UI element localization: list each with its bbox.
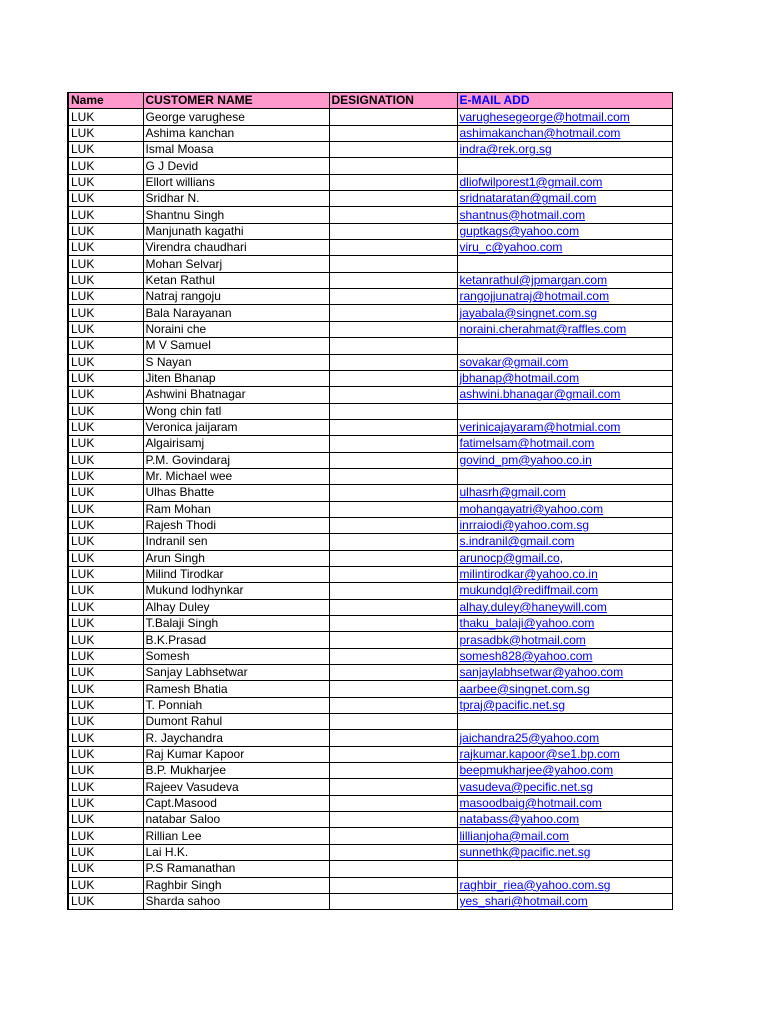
- cell-customer-name[interactable]: P.M. Govindaraj: [143, 452, 329, 468]
- cell-customer-name[interactable]: Raj Kumar Kapoor: [143, 746, 329, 762]
- cell-email[interactable]: rajkumar.kapoor@se1.bp.com: [457, 746, 672, 762]
- cell-designation[interactable]: [329, 305, 457, 321]
- table-row: [68, 795, 672, 811]
- cell-name[interactable]: LUK: [68, 403, 143, 419]
- cell-designation[interactable]: [329, 616, 457, 632]
- cell-customer-name[interactable]: Mohan Selvarj: [143, 256, 329, 272]
- table-row: [68, 517, 672, 533]
- cell-email[interactable]: thaku_balaji@yahoo.com: [457, 616, 672, 632]
- table-row: [68, 779, 672, 795]
- cell-designation[interactable]: [329, 779, 457, 795]
- cell-name[interactable]: LUK: [68, 191, 143, 207]
- cell-customer-name[interactable]: Algairisamj: [143, 436, 329, 452]
- cell-email[interactable]: somesh828@yahoo.com: [457, 648, 672, 664]
- cell-email[interactable]: alhay.duley@haneywill.com: [457, 599, 672, 615]
- cell-email[interactable]: tpraj@pacific.net.sg: [457, 697, 672, 713]
- cell-customer-name[interactable]: Mr. Michael wee: [143, 468, 329, 484]
- cell-designation[interactable]: [329, 534, 457, 550]
- table-row: [68, 142, 672, 158]
- table-row: [68, 158, 672, 174]
- table-row: [68, 370, 672, 386]
- cell-customer-name[interactable]: Shantnu Singh: [143, 207, 329, 223]
- cell-customer-name[interactable]: Bala Narayanan: [143, 305, 329, 321]
- table-row: [68, 534, 672, 550]
- cell-email[interactable]: guptkags@yahoo.com: [457, 223, 672, 239]
- cell-name[interactable]: LUK: [68, 289, 143, 305]
- cell-designation[interactable]: [329, 795, 457, 811]
- cell-email[interactable]: sridnataratan@gmail.com: [457, 191, 672, 207]
- cell-customer-name[interactable]: Ulhas Bhatte: [143, 485, 329, 501]
- cell-email[interactable]: milintirodkar@yahoo.co.in: [457, 566, 672, 582]
- cell-customer-name[interactable]: Indranil sen: [143, 534, 329, 550]
- cell-customer-name[interactable]: Virendra chaudhari: [143, 240, 329, 256]
- cell-designation[interactable]: [329, 387, 457, 403]
- cell-email[interactable]: raghbir_riea@yahoo.com.sg: [457, 877, 672, 893]
- table-row: [68, 893, 672, 909]
- cell-designation[interactable]: [329, 485, 457, 501]
- table-row: [68, 419, 672, 435]
- table-row: [68, 272, 672, 288]
- cell-designation[interactable]: [329, 730, 457, 746]
- cell-designation[interactable]: [329, 468, 457, 484]
- cell-designation[interactable]: [329, 452, 457, 468]
- cell-customer-name[interactable]: Milind Tirodkar: [143, 566, 329, 582]
- cell-name[interactable]: LUK: [68, 517, 143, 533]
- cell-customer-name[interactable]: Rillian Lee: [143, 828, 329, 844]
- cell-customer-name[interactable]: Rajesh Thodi: [143, 517, 329, 533]
- table-row: [68, 125, 672, 141]
- cell-designation[interactable]: [329, 207, 457, 223]
- cell-name[interactable]: LUK: [68, 877, 143, 893]
- cell-designation[interactable]: [329, 272, 457, 288]
- table-row: [68, 256, 672, 272]
- cell-designation[interactable]: [329, 191, 457, 207]
- cell-customer-name[interactable]: B.P. Mukharjee: [143, 763, 329, 779]
- cell-name[interactable]: LUK: [68, 599, 143, 615]
- cell-email[interactable]: s.indranil@gmail.com: [457, 534, 672, 550]
- cell-designation[interactable]: [329, 583, 457, 599]
- cell-email[interactable]: lillianjoha@mail.com: [457, 828, 672, 844]
- cell-email[interactable]: yes_shari@hotmail.com: [457, 893, 672, 909]
- cell-designation[interactable]: [329, 665, 457, 681]
- cell-email[interactable]: jbhanap@hotmail.com: [457, 370, 672, 386]
- header-customer-name[interactable]: CUSTOMER NAME: [143, 93, 329, 109]
- table-row: [68, 452, 672, 468]
- cell-name[interactable]: LUK: [68, 681, 143, 697]
- cell-designation[interactable]: [329, 844, 457, 860]
- cell-name[interactable]: LUK: [68, 697, 143, 713]
- cell-designation[interactable]: [329, 828, 457, 844]
- table-row: [68, 730, 672, 746]
- cell-email[interactable]: varughesegeorge@hotmail.com: [457, 109, 672, 125]
- cell-designation[interactable]: [329, 893, 457, 909]
- cell-customer-name[interactable]: Alhay Duley: [143, 599, 329, 615]
- cell-designation[interactable]: [329, 681, 457, 697]
- cell-customer-name[interactable]: R. Jaychandra: [143, 730, 329, 746]
- cell-name[interactable]: LUK: [68, 321, 143, 337]
- cell-email[interactable]: [457, 256, 672, 272]
- cell-designation[interactable]: [329, 354, 457, 370]
- cell-customer-name[interactable]: T. Ponniah: [143, 697, 329, 713]
- cell-email[interactable]: natabass@yahoo.com: [457, 812, 672, 828]
- cell-designation[interactable]: [329, 517, 457, 533]
- cell-name[interactable]: LUK: [68, 828, 143, 844]
- cell-designation[interactable]: [329, 697, 457, 713]
- table-row: [68, 191, 672, 207]
- cell-designation[interactable]: [329, 746, 457, 762]
- cell-name[interactable]: LUK: [68, 861, 143, 877]
- cell-name[interactable]: LUK: [68, 240, 143, 256]
- cell-email[interactable]: verinicajayaram@hotmial.com: [457, 419, 672, 435]
- cell-designation[interactable]: [329, 174, 457, 190]
- cell-name[interactable]: LUK: [68, 714, 143, 730]
- table-row: [68, 305, 672, 321]
- cell-designation[interactable]: [329, 436, 457, 452]
- cell-name[interactable]: LUK: [68, 174, 143, 190]
- cell-email[interactable]: [457, 338, 672, 354]
- cell-name[interactable]: LUK: [68, 485, 143, 501]
- cell-customer-name[interactable]: Ellort willians: [143, 174, 329, 190]
- cell-customer-name[interactable]: S Nayan: [143, 354, 329, 370]
- cell-customer-name[interactable]: Rajeev Vasudeva: [143, 779, 329, 795]
- cell-customer-name[interactable]: Sharda sahoo: [143, 893, 329, 909]
- cell-customer-name[interactable]: Mukund lodhynkar: [143, 583, 329, 599]
- cell-email[interactable]: mohangayatri@yahoo.com: [457, 501, 672, 517]
- cell-email[interactable]: fatimelsam@hotmail.com: [457, 436, 672, 452]
- cell-email[interactable]: mukundgl@rediffmail.com: [457, 583, 672, 599]
- cell-name[interactable]: LUK: [68, 419, 143, 435]
- cell-customer-name[interactable]: natabar Saloo: [143, 812, 329, 828]
- table-row: [68, 632, 672, 648]
- table-row: [68, 861, 672, 877]
- table-row: [68, 207, 672, 223]
- cell-designation[interactable]: [329, 403, 457, 419]
- cell-name[interactable]: LUK: [68, 632, 143, 648]
- table-row: [68, 174, 672, 190]
- cell-email[interactable]: shantnus@hotmail.com: [457, 207, 672, 223]
- cell-customer-name[interactable]: Ismal Moasa: [143, 142, 329, 158]
- cell-customer-name[interactable]: G J Devid: [143, 158, 329, 174]
- table-row: [68, 321, 672, 337]
- cell-name[interactable]: LUK: [68, 730, 143, 746]
- cell-designation[interactable]: [329, 338, 457, 354]
- cell-name[interactable]: LUK: [68, 812, 143, 828]
- table-row: [68, 240, 672, 256]
- cell-name[interactable]: LUK: [68, 354, 143, 370]
- cell-name[interactable]: LUK: [68, 256, 143, 272]
- cell-email[interactable]: ashwini.bhanagar@gmail.com: [457, 387, 672, 403]
- cell-email[interactable]: masoodbaig@hotmail.com: [457, 795, 672, 811]
- cell-customer-name[interactable]: Ramesh Bhatia: [143, 681, 329, 697]
- cell-designation[interactable]: [329, 289, 457, 305]
- cell-email[interactable]: sovakar@gmail.com: [457, 354, 672, 370]
- cell-name[interactable]: LUK: [68, 550, 143, 566]
- cell-email[interactable]: aarbee@singnet.com.sg: [457, 681, 672, 697]
- cell-customer-name[interactable]: Natraj rangoju: [143, 289, 329, 305]
- cell-name[interactable]: LUK: [68, 763, 143, 779]
- table-row: [68, 746, 672, 762]
- cell-name[interactable]: LUK: [68, 648, 143, 664]
- cell-designation[interactable]: [329, 763, 457, 779]
- cell-email[interactable]: ulhasrh@gmail.com: [457, 485, 672, 501]
- cell-customer-name[interactable]: Jiten Bhanap: [143, 370, 329, 386]
- table-row: [68, 436, 672, 452]
- table-row: [68, 566, 672, 582]
- cell-customer-name[interactable]: Veronica jaijaram: [143, 419, 329, 435]
- cell-customer-name[interactable]: George varughese: [143, 109, 329, 125]
- table-row: [68, 387, 672, 403]
- cell-designation[interactable]: [329, 599, 457, 615]
- cell-name[interactable]: LUK: [68, 665, 143, 681]
- cell-name[interactable]: LUK: [68, 746, 143, 762]
- cell-email[interactable]: rangojjunatraj@hotmail.com: [457, 289, 672, 305]
- cell-name[interactable]: LUK: [68, 501, 143, 517]
- cell-name[interactable]: LUK: [68, 616, 143, 632]
- cell-email[interactable]: inrraiodi@yahoo.com.sg: [457, 517, 672, 533]
- cell-customer-name[interactable]: Wong chin fatl: [143, 403, 329, 419]
- cell-designation[interactable]: [329, 861, 457, 877]
- cell-name[interactable]: LUK: [68, 795, 143, 811]
- cell-designation[interactable]: [329, 321, 457, 337]
- cell-name[interactable]: LUK: [68, 468, 143, 484]
- header-designation[interactable]: DESIGNATION: [329, 93, 457, 109]
- cell-designation[interactable]: [329, 877, 457, 893]
- table-row: [68, 844, 672, 860]
- table-row: [68, 714, 672, 730]
- cell-email[interactable]: ketanrathul@jpmargan.com: [457, 272, 672, 288]
- cell-designation[interactable]: [329, 812, 457, 828]
- cell-name[interactable]: LUK: [68, 125, 143, 141]
- cell-name[interactable]: LUK: [68, 566, 143, 582]
- cell-customer-name[interactable]: Somesh: [143, 648, 329, 664]
- cell-customer-name[interactable]: Ram Mohan: [143, 501, 329, 517]
- table-row: [68, 616, 672, 632]
- cell-designation[interactable]: [329, 370, 457, 386]
- cell-customer-name[interactable]: Lai H.K.: [143, 844, 329, 860]
- cell-customer-name[interactable]: Sanjay Labhsetwar: [143, 665, 329, 681]
- cell-customer-name[interactable]: Dumont Rahul: [143, 714, 329, 730]
- cell-email[interactable]: dliofwilporest1@gmail.com: [457, 174, 672, 190]
- table-row: [68, 665, 672, 681]
- header-email[interactable]: E-MAIL ADD: [457, 93, 672, 109]
- cell-name[interactable]: LUK: [68, 779, 143, 795]
- table-row: [68, 289, 672, 305]
- cell-name[interactable]: LUK: [68, 338, 143, 354]
- cell-email[interactable]: [457, 403, 672, 419]
- cell-email[interactable]: prasadbk@hotmail.com: [457, 632, 672, 648]
- cell-email[interactable]: [457, 861, 672, 877]
- cell-email[interactable]: vasudeva@pecific.net.sg: [457, 779, 672, 795]
- cell-name[interactable]: LUK: [68, 109, 143, 125]
- cell-designation[interactable]: [329, 158, 457, 174]
- cell-customer-name[interactable]: Ashwini Bhatnagar: [143, 387, 329, 403]
- table-row: [68, 812, 672, 828]
- table-row: [68, 354, 672, 370]
- header-name[interactable]: Name: [68, 93, 143, 109]
- table-row: [68, 583, 672, 599]
- cell-email[interactable]: jayabala@singnet.com.sg: [457, 305, 672, 321]
- cell-designation[interactable]: [329, 714, 457, 730]
- cell-designation[interactable]: [329, 550, 457, 566]
- cell-customer-name[interactable]: B.K.Prasad: [143, 632, 329, 648]
- table-row: [68, 648, 672, 664]
- cell-designation[interactable]: [329, 142, 457, 158]
- cell-email[interactable]: ashimakanchan@hotmail.com: [457, 125, 672, 141]
- table-row: [68, 763, 672, 779]
- cell-email[interactable]: sunnethk@pacific.net.sg: [457, 844, 672, 860]
- cell-name[interactable]: LUK: [68, 370, 143, 386]
- cell-designation[interactable]: [329, 632, 457, 648]
- cell-customer-name[interactable]: Ashima kanchan: [143, 125, 329, 141]
- cell-email[interactable]: noraini.cherahmat@raffles.com: [457, 321, 672, 337]
- cell-email[interactable]: govind_pm@yahoo.co.in: [457, 452, 672, 468]
- cell-email[interactable]: beepmukharjee@yahoo.com: [457, 763, 672, 779]
- cell-customer-name[interactable]: Arun Singh: [143, 550, 329, 566]
- table-row: [68, 485, 672, 501]
- cell-customer-name[interactable]: Noraini che: [143, 321, 329, 337]
- cell-email[interactable]: [457, 468, 672, 484]
- table-row: [68, 223, 672, 239]
- cell-designation[interactable]: [329, 648, 457, 664]
- table-row: [68, 697, 672, 713]
- cell-customer-name[interactable]: T.Balaji Singh: [143, 616, 329, 632]
- cell-name[interactable]: LUK: [68, 583, 143, 599]
- cell-designation[interactable]: [329, 566, 457, 582]
- cell-name[interactable]: LUK: [68, 534, 143, 550]
- customer-table: [67, 92, 673, 910]
- cell-customer-name[interactable]: Manjunath kagathi: [143, 223, 329, 239]
- cell-name[interactable]: LUK: [68, 387, 143, 403]
- cell-designation[interactable]: [329, 256, 457, 272]
- table-row: [68, 403, 672, 419]
- cell-name[interactable]: LUK: [68, 272, 143, 288]
- cell-email[interactable]: viru_c@yahoo.com: [457, 240, 672, 256]
- cell-name[interactable]: LUK: [68, 223, 143, 239]
- table-row: [68, 468, 672, 484]
- cell-email[interactable]: [457, 714, 672, 730]
- cell-name[interactable]: LUK: [68, 893, 143, 909]
- cell-designation[interactable]: [329, 125, 457, 141]
- cell-name[interactable]: LUK: [68, 142, 143, 158]
- cell-designation[interactable]: [329, 419, 457, 435]
- header-row: [68, 93, 672, 109]
- cell-name[interactable]: LUK: [68, 844, 143, 860]
- table-row: [68, 877, 672, 893]
- cell-customer-name[interactable]: Sridhar N.: [143, 191, 329, 207]
- cell-customer-name[interactable]: Ketan Rathul: [143, 272, 329, 288]
- cell-name[interactable]: LUK: [68, 452, 143, 468]
- table-row: [68, 681, 672, 697]
- cell-email[interactable]: [457, 158, 672, 174]
- cell-designation[interactable]: [329, 109, 457, 125]
- table-row: [68, 828, 672, 844]
- cell-name[interactable]: LUK: [68, 305, 143, 321]
- cell-designation[interactable]: [329, 240, 457, 256]
- table-row: [68, 338, 672, 354]
- cell-email[interactable]: indra@rek.org.sg: [457, 142, 672, 158]
- cell-customer-name[interactable]: P.S Ramanathan: [143, 861, 329, 877]
- cell-designation[interactable]: [329, 223, 457, 239]
- cell-designation[interactable]: [329, 501, 457, 517]
- cell-name[interactable]: LUK: [68, 207, 143, 223]
- cell-email[interactable]: arunocp@gmail.co,: [457, 550, 672, 566]
- table-row: [68, 599, 672, 615]
- cell-customer-name[interactable]: M V Samuel: [143, 338, 329, 354]
- cell-customer-name[interactable]: Raghbir Singh: [143, 877, 329, 893]
- cell-customer-name[interactable]: Capt.Masood: [143, 795, 329, 811]
- table-row: [68, 550, 672, 566]
- table-row: [68, 109, 672, 125]
- cell-email[interactable]: jaichandra25@yahoo.com: [457, 730, 672, 746]
- cell-email[interactable]: sanjaylabhsetwar@yahoo.com: [457, 665, 672, 681]
- cell-name[interactable]: LUK: [68, 436, 143, 452]
- cell-name[interactable]: LUK: [68, 158, 143, 174]
- table-row: [68, 501, 672, 517]
